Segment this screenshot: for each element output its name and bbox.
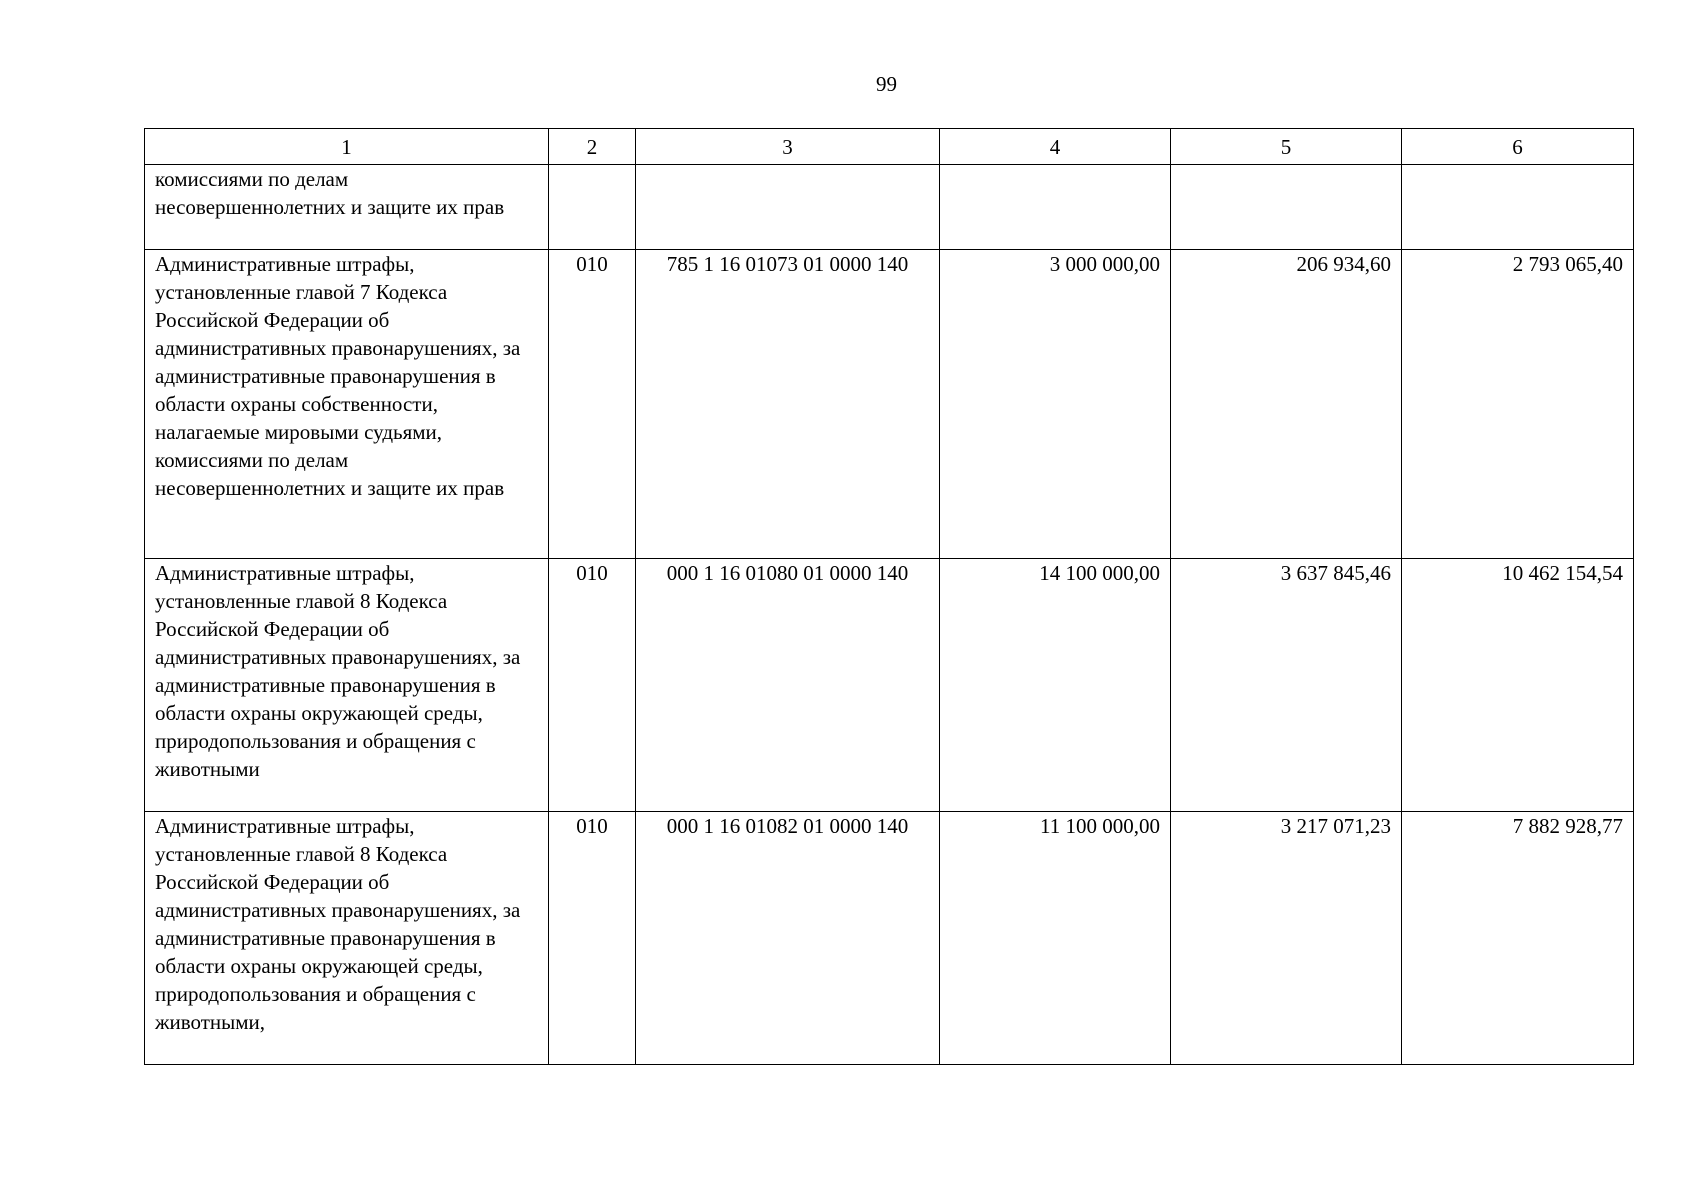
row-approved-cell: 11 100 000,00 (940, 812, 1171, 1065)
row-name-cell: Административные штрафы, установленные главой 7 Кодекса Российской Федерации об административных правонарушениях, за административные правонарушения в области охраны собственности, налагаемые мировыми судьями, комиссиями по делам несовершеннолетних и защите их прав (145, 250, 549, 559)
row-line-code-cell: 010 (549, 250, 636, 559)
page-number: 99 (876, 72, 897, 96)
column-number-4: 4 (940, 129, 1171, 165)
row-name-cell: Административные штрафы, установленные главой 8 Кодекса Российской Федерации об административных правонарушениях, за административные правонарушения в области охраны окружающей среды, природопользования и обращения с животными, (145, 812, 549, 1065)
column-number-6: 6 (1402, 129, 1634, 165)
row-approved-cell (940, 165, 1171, 250)
row-budget-code-cell (636, 165, 940, 250)
column-number-5: 5 (1171, 129, 1402, 165)
table-row (145, 250, 1634, 559)
column-number-2: 2 (549, 129, 636, 165)
column-number-1: 1 (145, 129, 549, 165)
row-name-cell: комиссиями по делам несовершеннолетних и защите их прав (145, 165, 549, 250)
table-row (145, 559, 1634, 812)
row-line-code-cell: 010 (549, 559, 636, 812)
row-budget-code-cell: 000 1 16 01080 01 0000 140 (636, 559, 940, 812)
row-executed-cell (1171, 165, 1402, 250)
row-approved-cell: 14 100 000,00 (940, 559, 1171, 812)
row-executed-cell: 3 217 071,23 (1171, 812, 1402, 1065)
row-name-cell: Административные штрафы, установленные главой 8 Кодекса Российской Федерации об административных правонарушениях, за административные правонарушения в области охраны окружающей среды, природопользования и обращения с животными (145, 559, 549, 812)
column-number-row (145, 129, 1634, 165)
row-budget-code-cell: 785 1 16 01073 01 0000 140 (636, 250, 940, 559)
column-number-3: 3 (636, 129, 940, 165)
row-remaining-cell (1402, 165, 1634, 250)
row-approved-cell: 3 000 000,00 (940, 250, 1171, 559)
row-executed-cell: 206 934,60 (1171, 250, 1402, 559)
table-row (145, 812, 1634, 1065)
row-remaining-cell: 10 462 154,54 (1402, 559, 1634, 812)
row-line-code-cell: 010 (549, 812, 636, 1065)
row-budget-code-cell: 000 1 16 01082 01 0000 140 (636, 812, 940, 1065)
row-remaining-cell: 2 793 065,40 (1402, 250, 1634, 559)
row-line-code-cell (549, 165, 636, 250)
table-row (145, 165, 1634, 250)
revenue-table (144, 128, 1634, 1065)
row-executed-cell: 3 637 845,46 (1171, 559, 1402, 812)
row-remaining-cell: 7 882 928,77 (1402, 812, 1634, 1065)
